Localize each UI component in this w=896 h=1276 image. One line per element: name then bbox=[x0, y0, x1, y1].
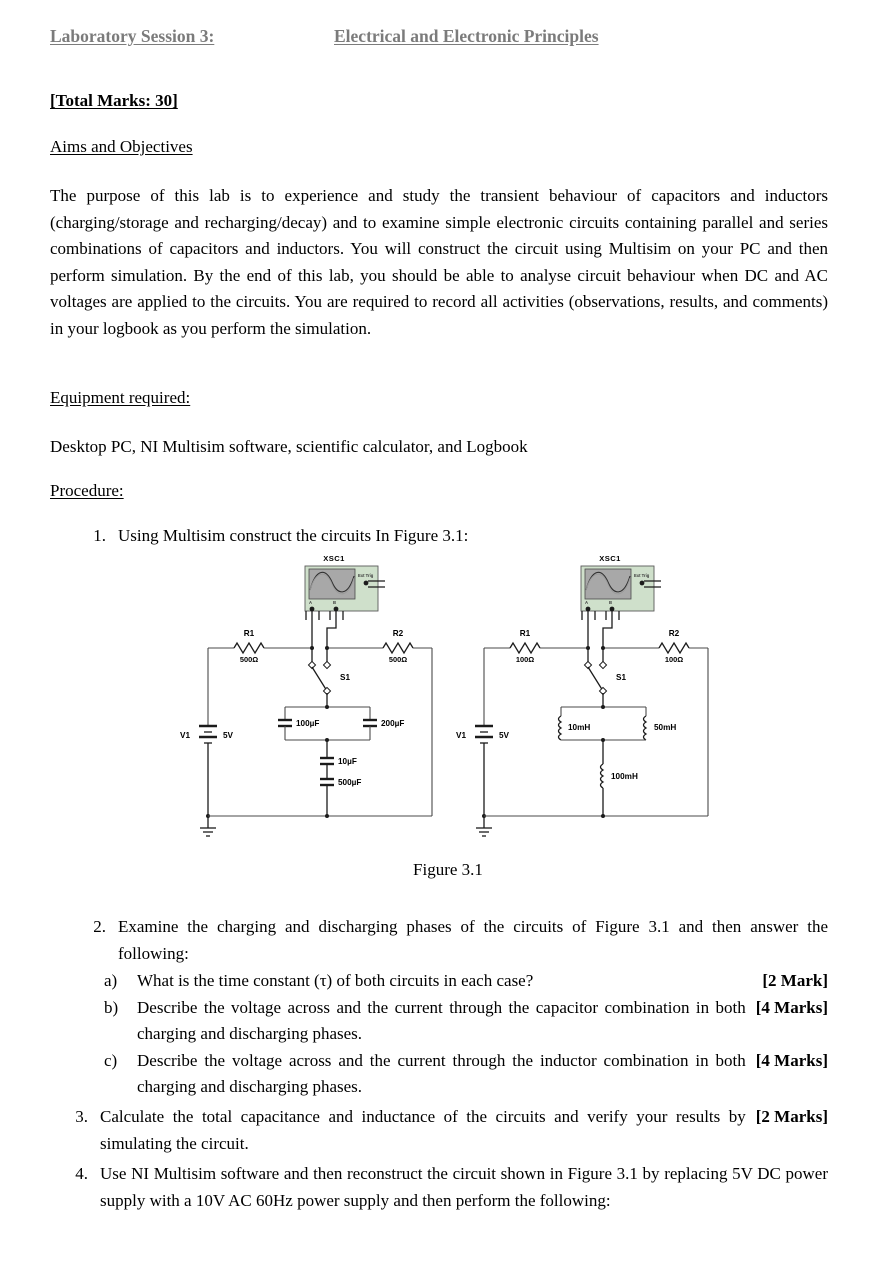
left-probe-b-wire bbox=[327, 611, 336, 648]
step-3-number: 3. bbox=[75, 1107, 88, 1126]
left-c2-value: 200µF bbox=[381, 719, 405, 728]
right-oscilloscope bbox=[581, 554, 661, 648]
right-circuit-group bbox=[456, 554, 708, 836]
procedure-step-3 bbox=[62, 1104, 828, 1157]
right-scope-ch-a-label: A bbox=[585, 600, 589, 605]
left-scope-label: XSC1 bbox=[323, 554, 345, 563]
left-r2-symbol bbox=[383, 643, 413, 653]
step-1-text: Using Multisim construct the circuits In Figure 3.1: bbox=[118, 526, 469, 545]
left-switch-name: S1 bbox=[340, 673, 351, 682]
right-r2-name: R2 bbox=[668, 629, 680, 638]
right-r1-symbol bbox=[510, 643, 540, 653]
step-3-body bbox=[100, 1104, 828, 1157]
left-r1-value: 500Ω bbox=[239, 655, 259, 664]
sub-c-line bbox=[137, 1048, 828, 1101]
left-bottom-mid-node bbox=[325, 814, 329, 818]
equipment-heading: Equipment required: bbox=[50, 388, 191, 407]
left-scope-ext-trig-terminal bbox=[364, 581, 369, 586]
procedure-heading: Procedure: bbox=[50, 481, 124, 500]
step-2-number: 2. bbox=[93, 917, 106, 936]
sub-question-c bbox=[104, 1048, 828, 1101]
step-2-text: Examine the charging and discharging phases of the circuits of Figure 3.1 and then answer the following: bbox=[118, 917, 828, 963]
figure-caption: Figure 3.1 bbox=[413, 860, 483, 879]
step-1-number: 1. bbox=[93, 526, 106, 545]
left-c1-value: 100µF bbox=[296, 719, 320, 728]
document-header bbox=[50, 26, 850, 52]
circuit-svg bbox=[180, 548, 740, 848]
sub-a-marks: [2 Mark] bbox=[762, 971, 828, 990]
sub-c-text: Describe the voltage across and the current through the inductor combination in both charging and discharging phases. bbox=[137, 1050, 746, 1097]
sub-question-a bbox=[104, 968, 828, 995]
right-switch-blade[interactable] bbox=[588, 667, 603, 691]
right-r1-name: R1 bbox=[519, 629, 531, 638]
sub-a-text: What is the time constant (τ) of both circuits in each case? bbox=[137, 971, 534, 990]
right-l3-value: 100mH bbox=[611, 772, 638, 781]
right-v1-value: 5V bbox=[499, 731, 510, 740]
left-oscilloscope bbox=[305, 554, 385, 648]
right-switch-name: S1 bbox=[616, 673, 627, 682]
procedure-step-1 bbox=[80, 523, 840, 550]
right-l2-coil bbox=[644, 716, 647, 740]
equipment-paragraph: Desktop PC, NI Multisim software, scientific calculator, and Logbook bbox=[50, 437, 528, 456]
left-r1-symbol bbox=[234, 643, 264, 653]
right-switch-terminal-2[interactable] bbox=[599, 661, 606, 668]
sub-question-b bbox=[104, 995, 828, 1048]
procedure-step-4 bbox=[62, 1161, 828, 1214]
left-scope-ch-b-label: B bbox=[333, 600, 337, 605]
sub-a-letter: a) bbox=[104, 971, 118, 990]
left-v1-name: V1 bbox=[180, 731, 191, 740]
right-scope-ch-b-terminal bbox=[610, 607, 615, 612]
right-r1-value: 100Ω bbox=[515, 655, 535, 664]
left-r2-name: R2 bbox=[392, 629, 404, 638]
right-probe-b-wire bbox=[603, 611, 612, 648]
right-scope-ext-trig-terminal bbox=[640, 581, 645, 586]
left-c3-value: 10µF bbox=[338, 757, 357, 766]
left-scope-ext-trig-label: Ext Trig bbox=[358, 573, 374, 578]
aims-paragraph: The purpose of this lab is to experience and study the transient behaviour of capacitors and inductors (charging/storage and recharging/decay) and to examine simple electronic circuits containing parallel and series combinations of capacitors and inductors. You will construct the circuit using Multisim on your PC and then perform simulation. By the end of this lab, you should be able to analyse circuit behaviour when DC and AC voltages are applied to the circuits. You are required to record all activities (observations, results, and comments) in your logbook as you perform the simulation. bbox=[50, 186, 828, 338]
right-v1-name: V1 bbox=[456, 731, 467, 740]
aims-heading: Aims and Objectives bbox=[50, 137, 193, 156]
sub-a-line bbox=[137, 968, 828, 995]
procedure-step-2 bbox=[80, 914, 828, 967]
left-scope-ch-a-terminal bbox=[310, 607, 315, 612]
right-l1-coil bbox=[559, 716, 562, 740]
right-ind-bank-top-node bbox=[601, 705, 605, 709]
figure-3-1-diagram bbox=[180, 548, 740, 848]
right-bottom-mid-node bbox=[601, 814, 605, 818]
sub-b-marks: [4 Marks] bbox=[755, 997, 828, 1017]
sub-c-marks: [4 Marks] bbox=[755, 1050, 828, 1070]
right-scope-label: XSC1 bbox=[599, 554, 621, 563]
sub-b-letter: b) bbox=[104, 997, 119, 1017]
left-switch-blade[interactable] bbox=[312, 667, 327, 691]
left-circuit-group bbox=[180, 554, 432, 836]
right-l2-value: 50mH bbox=[654, 723, 677, 732]
step-3-text: Calculate the total capacitance and inductance of the circuits and verify your results by simulating the circuit. bbox=[100, 1107, 746, 1153]
header-right-title: Electrical and Electronic Principles bbox=[334, 26, 599, 46]
left-r2-value: 500Ω bbox=[388, 655, 408, 664]
right-l1-value: 10mH bbox=[568, 723, 591, 732]
header-left-title: Laboratory Session 3: bbox=[50, 26, 215, 46]
sub-b-text: Describe the voltage across and the current through the capacitor combination in both charging and discharging phases. bbox=[137, 997, 746, 1044]
right-scope-ext-trig-label: Ext Trig bbox=[634, 573, 650, 578]
total-marks-label: [Total Marks: 30] bbox=[50, 91, 178, 110]
step-4-number: 4. bbox=[75, 1164, 88, 1183]
step-3-marks: [2 Marks] bbox=[755, 1107, 828, 1126]
left-r1-name: R1 bbox=[243, 629, 255, 638]
step-4-text: Use NI Multisim software and then reconstruct the circuit shown in Figure 3.1 by replacing 5V DC power supply with a 10V AC 60Hz power supply and then perform the following: bbox=[100, 1164, 828, 1210]
left-scope-ch-a-label: A bbox=[309, 600, 313, 605]
left-v1-value: 5V bbox=[223, 731, 234, 740]
sub-question-list bbox=[104, 968, 828, 1101]
left-scope-ch-b-terminal bbox=[334, 607, 339, 612]
right-r2-symbol bbox=[659, 643, 689, 653]
left-switch-terminal-2[interactable] bbox=[323, 661, 330, 668]
right-l3-coil bbox=[601, 764, 604, 788]
right-scope-ch-b-label: B bbox=[609, 600, 613, 605]
sub-b-line bbox=[137, 995, 828, 1048]
left-cap-bank-top-node bbox=[325, 705, 329, 709]
right-r2-value: 100Ω bbox=[664, 655, 684, 664]
sub-c-letter: c) bbox=[104, 1050, 118, 1070]
left-c4-value: 500µF bbox=[338, 778, 362, 787]
right-scope-ch-a-terminal bbox=[586, 607, 591, 612]
